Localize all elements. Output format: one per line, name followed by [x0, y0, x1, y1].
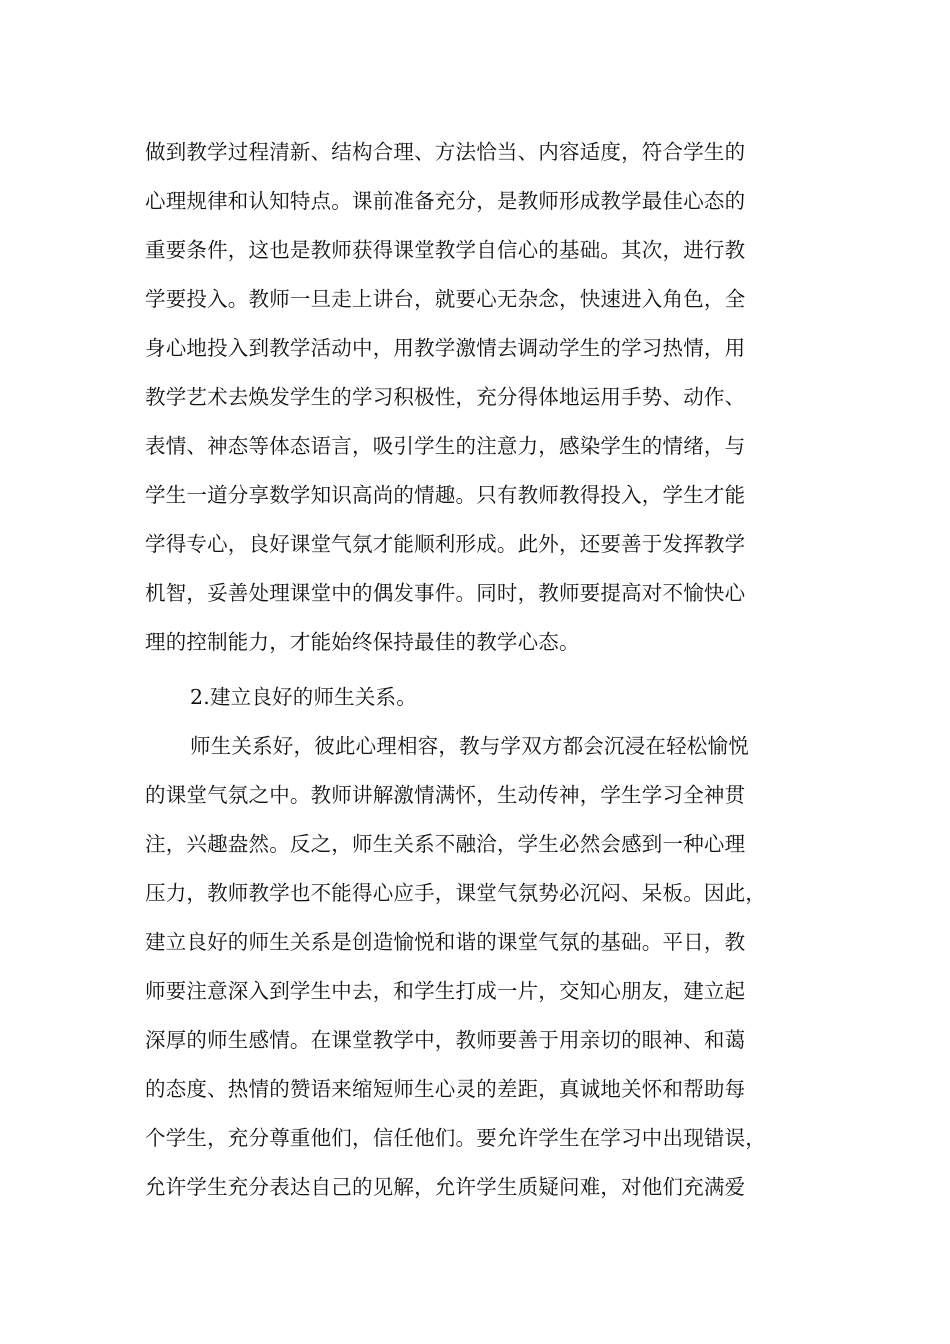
text-line: 师要注意深入到学生中去，和学生打成一片，交知心朋友，建立起: [145, 979, 746, 1003]
text-line: 做到教学过程清新、结构合理、方法恰当、内容适度，符合学生的: [145, 140, 746, 164]
text-line: 的课堂气氛之中。教师讲解激情满怀，生动传神，学生学习全神贯: [145, 783, 746, 807]
text-line: 学得专心，良好课堂气氛才能顺利形成。此外，还要善于发挥教学: [145, 532, 746, 556]
body-paragraph-2: [145, 722, 825, 1212]
text-line: 机智，妥善处理课堂中的偶发事件。同时，教师要提高对不愉快心: [145, 581, 746, 605]
text-line: 师生关系好，彼此心理相容，教与学双方都会沉浸在轻松愉悦: [190, 734, 749, 758]
body-paragraph-1: [145, 128, 825, 667]
text-line: 理的控制能力，才能始终保持最佳的教学心态。: [145, 630, 580, 654]
text-line: 个学生，充分尊重他们，信任他们。要允许学生在学习中出现错误，: [145, 1126, 766, 1150]
text-line: 深厚的师生感情。在课堂教学中，教师要善于用亲切的眼神、和蔼: [145, 1028, 746, 1052]
section-heading: [190, 673, 870, 722]
text-line: 心理规律和认知特点。课前准备充分，是教师形成教学最佳心态的: [145, 189, 746, 213]
text-line: 学生一道分享数学知识高尚的情趣。只有教师教得投入，学生才能: [145, 483, 746, 507]
text-line: 身心地投入到教学活动中，用教学激情去调动学生的学习热情，用: [145, 336, 746, 360]
text-line: 压力，教师教学也不能得心应手，课堂气氛势必沉闷、呆板。因此，: [145, 881, 766, 905]
text-line: 的态度、热情的赞语来缩短师生心灵的差距，真诚地关怀和帮助每: [145, 1077, 746, 1101]
section-heading-text: 2.建立良好的师生关系。: [190, 685, 417, 709]
text-line: 重要条件，这也是教师获得课堂教学自信心的基础。其次，进行教: [145, 238, 746, 262]
text-line: 注，兴趣盎然。反之，师生关系不融洽，学生必然会感到一种心理: [145, 832, 746, 856]
text-line: 教学艺术去焕发学生的学习积极性，充分得体地运用手势、动作、: [145, 385, 746, 409]
text-line: 学要投入。教师一旦走上讲台，就要心无杂念，快速进入角色，全: [145, 287, 746, 311]
text-line: 允许学生充分表达自己的见解，允许学生质疑问难，对他们充满爱: [145, 1175, 746, 1199]
text-line: 建立良好的师生关系是创造愉悦和谐的课堂气氛的基础。平日，教: [145, 930, 746, 954]
text-line: 表情、神态等体态语言，吸引学生的注意力，感染学生的情绪，与: [145, 434, 746, 458]
